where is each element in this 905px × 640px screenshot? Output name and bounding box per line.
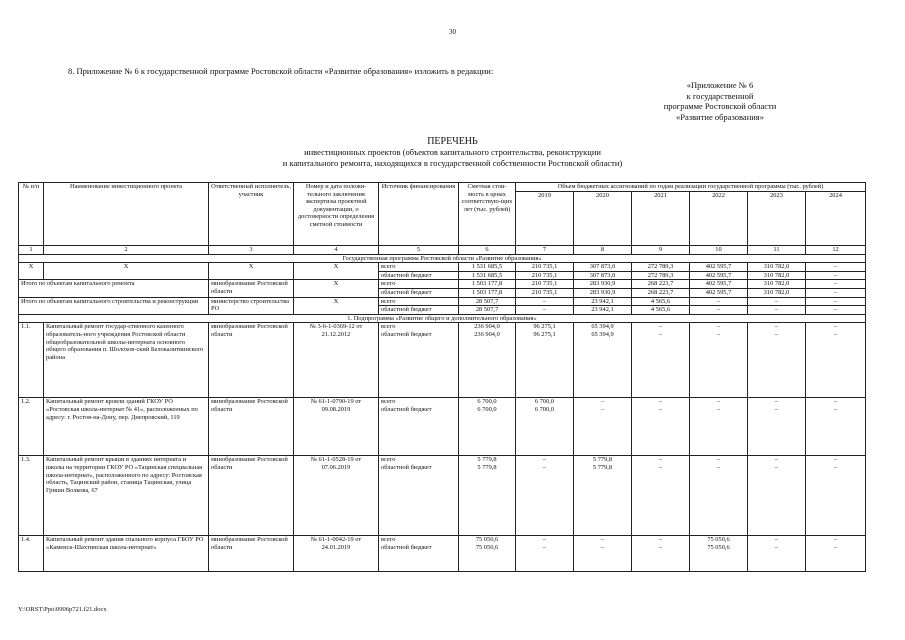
value-region: – xyxy=(542,543,547,551)
col-number: 10 xyxy=(690,245,748,254)
value-cell: 402 595,7 xyxy=(690,263,748,272)
value-cell xyxy=(632,456,690,536)
value-cell: – xyxy=(806,297,866,306)
value-region: – xyxy=(833,405,838,413)
value-total: 75 050,6 xyxy=(475,536,499,544)
executor-cell: минобразование Ростовской области xyxy=(209,398,294,456)
value-total: 236 904,0 xyxy=(474,323,500,331)
project-number: 1.2. xyxy=(19,398,44,456)
col-number: 3 xyxy=(209,245,294,254)
value-cell xyxy=(748,323,806,398)
value-cell: 28 507,7 xyxy=(459,297,516,306)
value-cell: 268 223,7 xyxy=(632,280,690,289)
value-total: 6 700,0 xyxy=(534,398,555,406)
source-region: областной бюджет xyxy=(381,543,432,551)
col-number: 8 xyxy=(574,245,632,254)
value-cell: – xyxy=(806,280,866,289)
value-cell: 210 735,1 xyxy=(516,280,574,289)
source-cell: областной бюджет xyxy=(379,288,459,297)
project-number: 1.1. xyxy=(19,323,44,398)
value-total: – xyxy=(600,536,605,544)
source-cell xyxy=(379,456,459,536)
header-executor: Ответственный исполнитель, участник xyxy=(209,183,294,246)
header-year: 2021 xyxy=(632,191,690,245)
value-cell xyxy=(632,398,690,456)
value-cell: – xyxy=(748,297,806,306)
value-cell: 272 789,3 xyxy=(632,271,690,280)
value-region: – xyxy=(542,463,547,471)
value-cell xyxy=(516,536,574,572)
document-subtitle xyxy=(0,147,905,168)
cell: Х xyxy=(294,280,379,297)
value-total: 6 700,0 xyxy=(477,398,497,406)
value-region: 236 904,0 xyxy=(474,330,500,338)
col-number: 4 xyxy=(294,245,379,254)
source-cell xyxy=(379,323,459,398)
appendix-line: «Приложение № 6 xyxy=(686,80,754,90)
source-cell xyxy=(379,536,459,572)
value-region: 6 700,0 xyxy=(477,405,497,413)
expertise-cell: № 61-1-0790-19 от 09.08.2019 xyxy=(294,398,379,456)
value-cell: 1 503 177,8 xyxy=(459,280,516,289)
total-label: Итого по объектам капитального ремонта xyxy=(19,280,209,297)
value-cell: 210 735,1 xyxy=(516,288,574,297)
value-region: – xyxy=(658,330,663,338)
expertise-cell: № 61-1-0042-19 от 24.01.2019 xyxy=(294,536,379,572)
value-cell: 310 782,0 xyxy=(748,263,806,272)
value-total: – xyxy=(833,536,838,544)
value-region: 5 779,8 xyxy=(477,463,497,471)
value-region: – xyxy=(716,405,721,413)
source-region: областной бюджет xyxy=(381,330,432,338)
header-row xyxy=(19,183,866,192)
value-cell: – xyxy=(748,306,806,315)
value-total: – xyxy=(658,536,663,544)
col-number: 5 xyxy=(379,245,459,254)
file-path-footer: Y:\ORST\Ppo\0906p721.f21.docx xyxy=(18,606,107,613)
header-year: 2020 xyxy=(574,191,632,245)
value-region: 5 779,8 xyxy=(592,463,613,471)
value-cell: 4 565,6 xyxy=(632,297,690,306)
value-region: – xyxy=(833,330,838,338)
source-region: областной бюджет xyxy=(381,405,432,413)
value-total: 5 779,8 xyxy=(592,456,613,464)
cell: Х xyxy=(44,263,209,280)
value-region: – xyxy=(716,463,721,471)
value-cell: – xyxy=(806,263,866,272)
value-total: 75 050,6 xyxy=(707,536,730,544)
value-total: – xyxy=(774,456,779,464)
value-cell: 210 735,1 xyxy=(516,271,574,280)
table-row xyxy=(19,280,866,289)
value-cell: 402 595,7 xyxy=(690,288,748,297)
value-region: 96 275,1 xyxy=(533,330,556,338)
value-cell: 23 942,1 xyxy=(574,297,632,306)
table-row xyxy=(19,263,866,272)
value-cell: – xyxy=(516,306,574,315)
value-cell xyxy=(516,398,574,456)
value-region: – xyxy=(774,543,779,551)
value-cell xyxy=(806,536,866,572)
col-number: 11 xyxy=(748,245,806,254)
value-cell: 307 873,0 xyxy=(574,271,632,280)
project-name: Капитальный ремонт кровли зданий ГКОУ РО «Ростовская школа-интернат № 41», расположенных по адресу: г. Ростов-на-Дону, пер. Днепровский, 119 xyxy=(44,398,209,456)
value-cell: – xyxy=(806,288,866,297)
col-number: 2 xyxy=(44,245,209,254)
col-number: 7 xyxy=(516,245,574,254)
header-year: 2019 xyxy=(516,191,574,245)
project-row xyxy=(19,456,866,536)
value-cell: 283 930,9 xyxy=(574,280,632,289)
value-cell: 283 930,9 xyxy=(574,288,632,297)
value-cell: – xyxy=(806,306,866,315)
value-region: – xyxy=(658,463,663,471)
value-region: – xyxy=(716,330,721,338)
table-row xyxy=(19,297,866,306)
value-cell: 402 595,7 xyxy=(690,271,748,280)
appendix-line: «Развитие образования» xyxy=(676,111,764,122)
header-num: № п/п xyxy=(19,183,44,246)
value-cell xyxy=(806,398,866,456)
intro-paragraph: 8. Приложение № 6 к государственной программе Ростовской области «Развитие образования» изложить в редакции: xyxy=(68,66,494,76)
col-number: 1 xyxy=(19,245,44,254)
header-expertise: Номер и дата положи-тельного заключения экспертизы проектной документации, о достоверности определения сметной стоимости xyxy=(294,183,379,246)
value-cell xyxy=(748,456,806,536)
header-cost: Сметная стои-мость в ценах соответствую-щих лет (тыс. рублей) xyxy=(459,183,516,246)
project-number: 1.3. xyxy=(19,456,44,536)
source-cell xyxy=(379,398,459,456)
source-cell: всего xyxy=(379,263,459,272)
projects-table xyxy=(18,182,866,572)
value-cell xyxy=(516,323,574,398)
value-total: – xyxy=(658,456,663,464)
value-cell xyxy=(632,536,690,572)
value-cell: 272 789,3 xyxy=(632,263,690,272)
header-year: 2023 xyxy=(748,191,806,245)
value-cell xyxy=(459,536,516,572)
source-cell: областной бюджет xyxy=(379,271,459,280)
value-region: – xyxy=(600,405,605,413)
executor-cell: минобразование Ростовской области xyxy=(209,323,294,398)
value-cell: 4 565,6 xyxy=(632,306,690,315)
value-cell: 310 782,0 xyxy=(748,288,806,297)
value-total: – xyxy=(600,398,605,406)
value-region: – xyxy=(658,405,663,413)
value-cell xyxy=(806,456,866,536)
executor-cell: минобразование Ростовской области xyxy=(209,280,294,297)
value-cell xyxy=(574,398,632,456)
value-cell: – xyxy=(690,306,748,315)
value-cell: 307 873,0 xyxy=(574,263,632,272)
cell: Х xyxy=(19,263,44,280)
value-total: – xyxy=(658,323,663,331)
source-total: всего xyxy=(381,536,396,544)
value-total: – xyxy=(774,323,779,331)
section-title: 1. Подпрограмма «Развитие общего и дополнительного образования» xyxy=(19,314,866,323)
appendix-line: программе Ростовской области xyxy=(663,101,777,111)
cell: Х xyxy=(294,263,379,280)
appendix-heading xyxy=(605,80,835,122)
col-number: 6 xyxy=(459,245,516,254)
value-cell: 402 595,7 xyxy=(690,280,748,289)
header-year: 2022 xyxy=(690,191,748,245)
cell: Х xyxy=(294,297,379,314)
total-label: Итого по объектам капитального строительства и реконструкции xyxy=(19,297,209,314)
project-row xyxy=(19,323,866,398)
source-cell: всего xyxy=(379,280,459,289)
value-region: – xyxy=(658,543,663,551)
value-cell xyxy=(690,456,748,536)
subtitle-line: инвестиционных проектов (объектов капитального строительства, реконструкции xyxy=(304,147,601,157)
value-cell: 310 782,0 xyxy=(748,280,806,289)
value-cell: 23 942,1 xyxy=(574,306,632,315)
header-year: 2024 xyxy=(806,191,866,245)
value-total: – xyxy=(833,323,838,331)
source-total: всего xyxy=(381,323,396,331)
value-cell: – xyxy=(806,271,866,280)
value-total: – xyxy=(542,456,547,464)
program-title-row xyxy=(19,254,866,263)
value-cell: 310 782,0 xyxy=(748,271,806,280)
value-total: 65 394,9 xyxy=(591,323,614,331)
value-total: – xyxy=(774,398,779,406)
value-cell: – xyxy=(690,297,748,306)
value-region: 65 394,9 xyxy=(591,330,614,338)
value-region: – xyxy=(833,463,838,471)
subtitle-line: и капитального ремонта, находящихся в государственной собственности Ростовской области) xyxy=(282,157,623,168)
value-cell xyxy=(574,536,632,572)
header-project: Наименование инвестиционного проекта xyxy=(44,183,209,246)
value-cell xyxy=(459,398,516,456)
value-cell: 1 503 177,8 xyxy=(459,288,516,297)
source-total: всего xyxy=(381,398,396,406)
header-source: Источник финансирования xyxy=(379,183,459,246)
value-region: 75 050,6 xyxy=(707,543,730,551)
value-total: – xyxy=(658,398,663,406)
value-total: – xyxy=(833,456,838,464)
value-total: – xyxy=(716,398,721,406)
project-name: Капитальный ремонт здания спального корпуса ГБОУ РО «Каменск-Шахтинская школа-интернат» xyxy=(44,536,209,572)
value-cell xyxy=(806,323,866,398)
value-total: – xyxy=(716,323,721,331)
col-number: 12 xyxy=(806,245,866,254)
value-cell xyxy=(459,456,516,536)
value-region: 6 700,0 xyxy=(534,405,555,413)
value-cell xyxy=(574,323,632,398)
project-row xyxy=(19,536,866,572)
source-cell: всего xyxy=(379,297,459,306)
value-cell: 210 735,1 xyxy=(516,263,574,272)
value-total: – xyxy=(716,456,721,464)
value-cell xyxy=(574,456,632,536)
value-total: 5 779,8 xyxy=(477,456,497,464)
value-cell: – xyxy=(516,297,574,306)
value-region: 75 050,6 xyxy=(475,543,499,551)
project-row xyxy=(19,398,866,456)
value-cell: 268 223,7 xyxy=(632,288,690,297)
project-name: Капитальный ремонт государ-ственного казенного образователь-ного учреждения Ростовской области общеобразовательной школы-интерната основного общего образования п. Шолохов-ский Белокалитвинского района xyxy=(44,323,209,398)
expertise-cell: № 61-1-0528-19 от 07.06.2019 xyxy=(294,456,379,536)
section-title-row xyxy=(19,314,866,323)
value-region: – xyxy=(600,543,605,551)
header-budget: Объем бюджетных ассигнований по годам реализации государственной программы (тыс. рублей) xyxy=(516,183,866,192)
source-total: всего xyxy=(381,456,396,464)
source-region: областной бюджет xyxy=(381,463,432,471)
executor-cell: минобразование Ростовской области xyxy=(209,456,294,536)
column-number-row xyxy=(19,245,866,254)
value-total: 96 275,1 xyxy=(533,323,556,331)
value-cell xyxy=(690,323,748,398)
value-total: – xyxy=(774,536,779,544)
value-cell xyxy=(748,398,806,456)
project-name: Капитальный ремонт крыши в зданиях интерната и школы на территории ГКОУ РО «Тацинская специальная школа-интернат», расположенного по адресу: Ростовская область, Тацинский район, станица Тацинская, улица Гриши Волкова, 67 xyxy=(44,456,209,536)
page-number: 30 xyxy=(449,28,456,36)
value-cell xyxy=(459,323,516,398)
expertise-cell: № 3-6-1-0369-12 от 21.12.2012 xyxy=(294,323,379,398)
value-cell xyxy=(748,536,806,572)
executor-cell: министерство строительства РО xyxy=(209,297,294,314)
value-region: – xyxy=(774,463,779,471)
cell: Х xyxy=(209,263,294,280)
value-cell xyxy=(690,536,748,572)
value-cell: 28 507,7 xyxy=(459,306,516,315)
value-cell xyxy=(632,323,690,398)
value-total: – xyxy=(833,398,838,406)
source-cell: областной бюджет xyxy=(379,306,459,315)
value-cell: 1 531 685,5 xyxy=(459,263,516,272)
appendix-line: к государственной xyxy=(686,90,754,101)
project-number: 1.4. xyxy=(19,536,44,572)
value-total: – xyxy=(542,536,547,544)
program-title: Государственная программа Ростовской области «Развитие образования» xyxy=(19,254,866,263)
col-number: 9 xyxy=(632,245,690,254)
value-region: – xyxy=(774,405,779,413)
value-region: – xyxy=(774,330,779,338)
value-cell: 1 531 685,5 xyxy=(459,271,516,280)
value-cell xyxy=(516,456,574,536)
value-region: – xyxy=(833,543,838,551)
executor-cell: минобразование Ростовской области xyxy=(209,536,294,572)
value-cell xyxy=(690,398,748,456)
document-title: ПЕРЕЧЕНЬ xyxy=(427,136,478,147)
